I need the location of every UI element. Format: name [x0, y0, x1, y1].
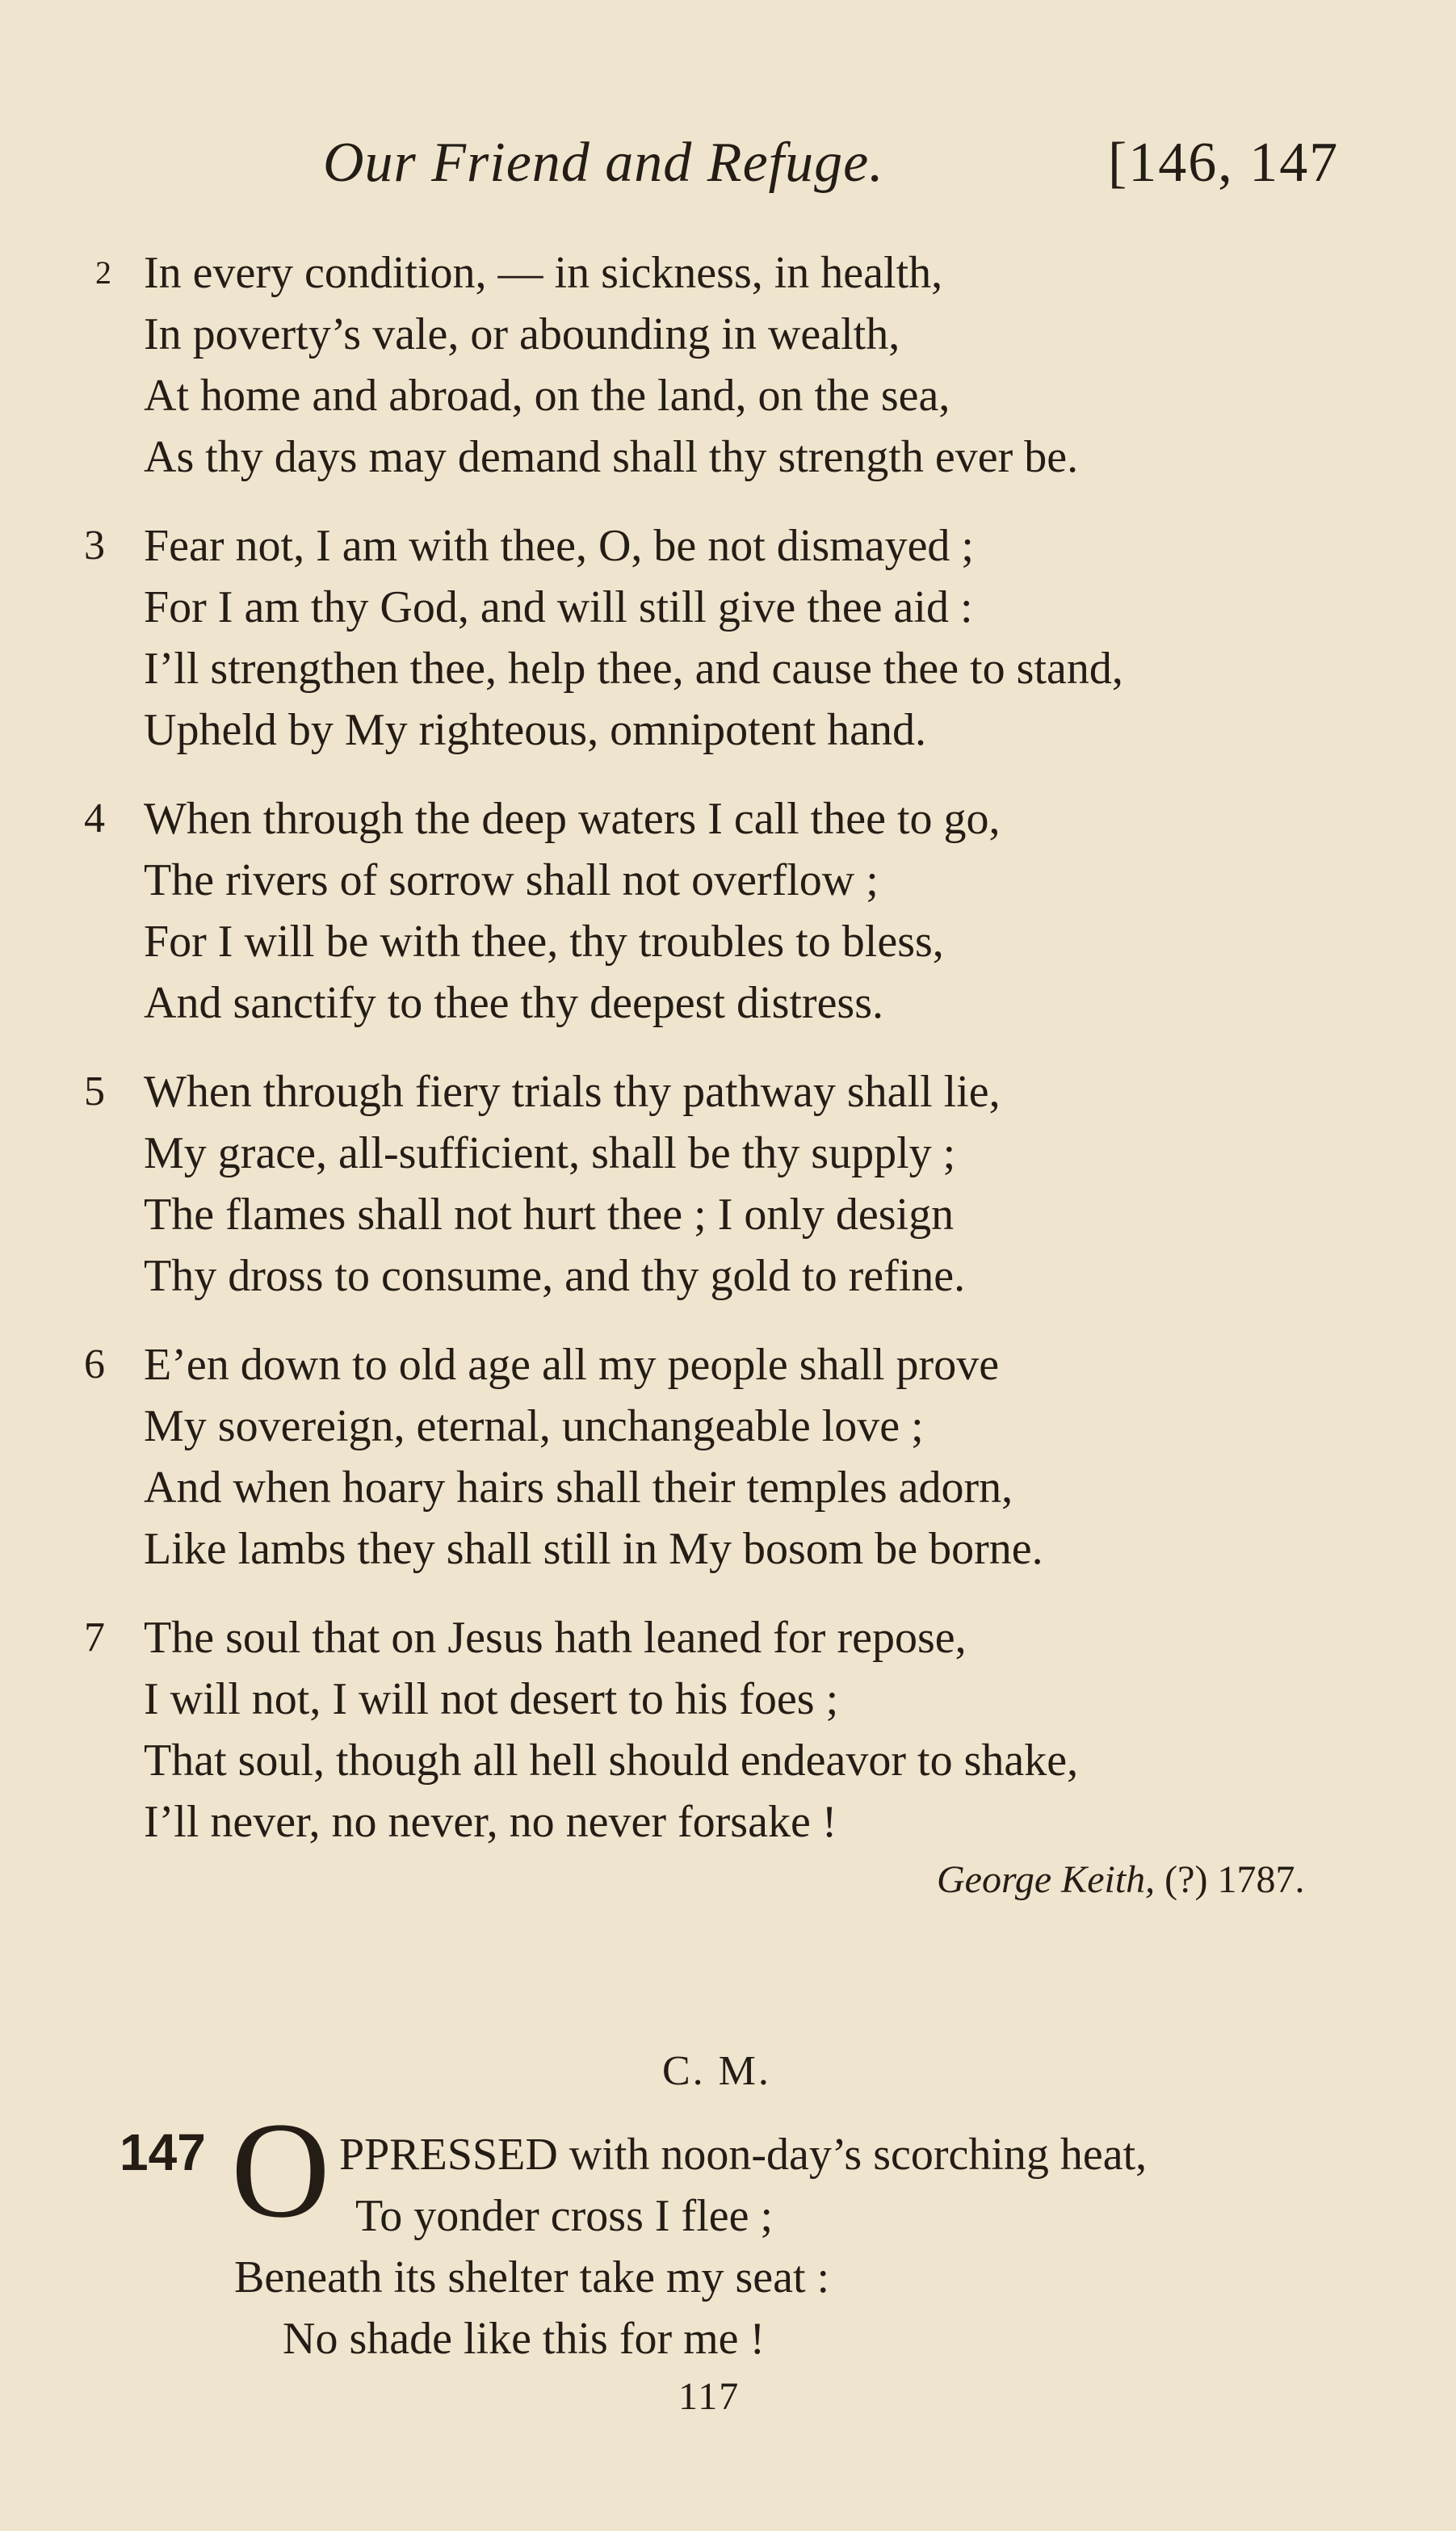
- stanza-number: 2: [95, 254, 111, 291]
- verse-line: I will not, I will not desert to his foes ;: [144, 1674, 839, 1724]
- verse-line: E’en down to old age all my people shall prove: [144, 1340, 1000, 1390]
- hymn-number-range: [146, 147: [1108, 132, 1340, 194]
- hymn-number: 147: [120, 2123, 206, 2181]
- stanza-number: 5: [84, 1068, 105, 1114]
- verse-line: The rivers of sorrow shall not overflow ;: [144, 855, 879, 905]
- page-number: 117: [678, 2375, 741, 2418]
- verse-line: Like lambs they shall still in My bosom be borne.: [144, 1524, 1043, 1574]
- verse-line: Beneath its shelter take my seat :: [234, 2252, 830, 2302]
- verse-line: That soul, though all hell should endeavor to shake,: [144, 1736, 1079, 1786]
- verse-line: In every condition, — in sickness, in health,: [144, 248, 943, 298]
- verse-line: When through the deep waters I call thee to go,: [144, 794, 1001, 844]
- verse-line: I’ll never, no never, no never forsake !: [144, 1797, 837, 1847]
- verse-line: The flames shall not hurt thee ; I only design: [144, 1190, 955, 1240]
- author-attribution: [937, 1857, 1304, 1902]
- verse-line: To yonder cross I flee ;: [355, 2191, 774, 2241]
- verse-line: PPRESSED with noon-day’s scorching heat,: [339, 2130, 1148, 2180]
- verse-line: My sovereign, eternal, unchangeable love ;: [144, 1401, 924, 1451]
- stanza-number: 3: [84, 523, 105, 569]
- verse-line: When through fiery trials thy pathway shall lie,: [144, 1067, 1001, 1117]
- author-date: (?) 1787.: [1164, 1858, 1305, 1901]
- drop-cap: O: [231, 2094, 330, 2246]
- verse-line: For I am thy God, and will still give thee aid :: [144, 582, 973, 632]
- author-name: George Keith,: [937, 1858, 1156, 1901]
- verse-line: At home and abroad, on the land, on the sea,: [144, 371, 950, 421]
- stanza-number: 6: [84, 1341, 105, 1387]
- running-title: Our Friend and Refuge.: [323, 132, 884, 194]
- verse-line: My grace, all-sufficient, shall be thy supply ;: [144, 1128, 956, 1178]
- meter-label: C. M.: [662, 2048, 771, 2094]
- stanza-number: 4: [84, 795, 105, 842]
- verse-line: For I will be with thee, thy troubles to bless,: [144, 917, 944, 967]
- verse-line: In poverty’s vale, or abounding in wealth,: [144, 309, 900, 359]
- verse-line: Upheld by My righteous, omnipotent hand.: [144, 705, 927, 755]
- verse-line: And sanctify to thee thy deepest distress.: [144, 978, 884, 1028]
- verse-line: The soul that on Jesus hath leaned for repose,: [144, 1613, 967, 1663]
- verse-line: As thy days may demand shall thy strength ever be.: [144, 432, 1079, 482]
- verse-line: And when hoary hairs shall their temples adorn,: [144, 1463, 1013, 1513]
- verse-line: Thy dross to consume, and thy gold to refine.: [144, 1251, 966, 1301]
- verse-line: I’ll strengthen thee, help thee, and cause thee to stand,: [144, 644, 1123, 694]
- verse-line: No shade like this for me !: [283, 2314, 766, 2364]
- stanza-number: 7: [84, 1614, 105, 1660]
- verse-line: Fear not, I am with thee, O, be not dismayed ;: [144, 521, 974, 571]
